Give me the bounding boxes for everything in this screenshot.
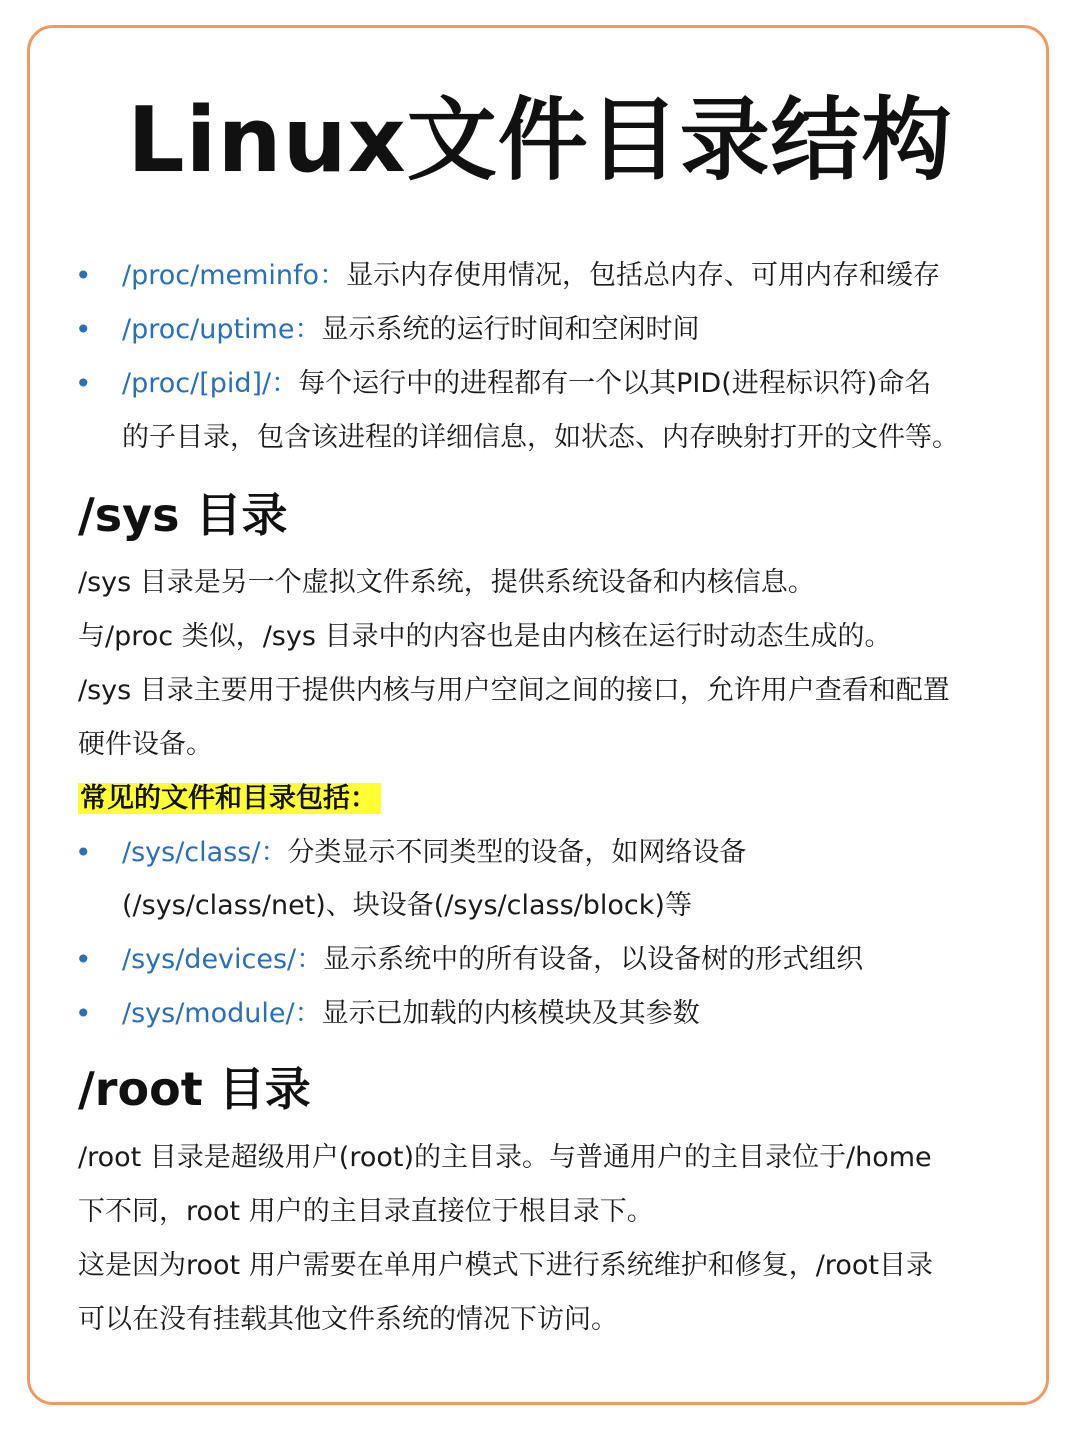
root-paragraph-line: 这是因为root 用户需要在单用户模式下进行系统维护和修复，/root目录	[78, 1250, 933, 1281]
list-item: /sys/devices/：显示系统中的所有设备，以设备树的形式组织	[122, 944, 864, 975]
bullet-icon: •	[75, 997, 92, 1030]
bullet-icon: •	[75, 836, 92, 869]
list-item-continuation: 的子目录，包含该进程的详细信息，如状态、内存映射打开的文件等。	[122, 422, 959, 453]
section-heading-sys: /sys 目录	[78, 488, 288, 542]
bullet-icon: •	[75, 313, 92, 346]
page-title: Linux文件目录结构	[127, 88, 953, 193]
highlight-label: 常见的文件和目录包括：	[78, 779, 1038, 819]
bullet-icon: •	[75, 943, 92, 976]
root-paragraph-line: /root 目录是超级用户(root)的主目录。与普通用户的主目录位于/home	[78, 1142, 932, 1173]
root-paragraph-line: 下不同，root 用户的主目录直接位于根目录下。	[78, 1196, 654, 1227]
sys-paragraph-line: 与/proc 类似，/sys 目录中的内容也是由内核在运行时动态生成的。	[78, 621, 892, 652]
bullet-icon: •	[75, 367, 92, 400]
root-paragraph-line: 可以在没有挂载其他文件系统的情况下访问。	[78, 1304, 618, 1335]
sys-paragraph-line: 硬件设备。	[78, 729, 213, 760]
list-item: /proc/[pid]/：每个运行中的进程都有一个以其PID(进程标识符)命名	[122, 368, 932, 399]
list-item: /proc/meminfo：显示内存使用情况，包括总内存、可用内存和缓存	[122, 260, 941, 291]
list-item: /sys/class/：分类显示不同类型的设备，如网络设备	[122, 837, 747, 868]
list-item: /proc/uptime：显示系统的运行时间和空闲时间	[122, 314, 700, 345]
sys-paragraph-line: /sys 目录主要用于提供内核与用户空间之间的接口，允许用户查看和配置	[78, 675, 950, 706]
bullet-icon: •	[75, 259, 92, 292]
sys-paragraph-line: /sys 目录是另一个虚拟文件系统，提供系统设备和内核信息。	[78, 567, 815, 598]
list-item-continuation: (/sys/class/net)、块设备(/sys/class/block)等	[122, 890, 692, 921]
section-heading-root: /root 目录	[78, 1062, 311, 1116]
list-item: /sys/module/：显示已加载的内核模块及其参数	[122, 998, 700, 1029]
